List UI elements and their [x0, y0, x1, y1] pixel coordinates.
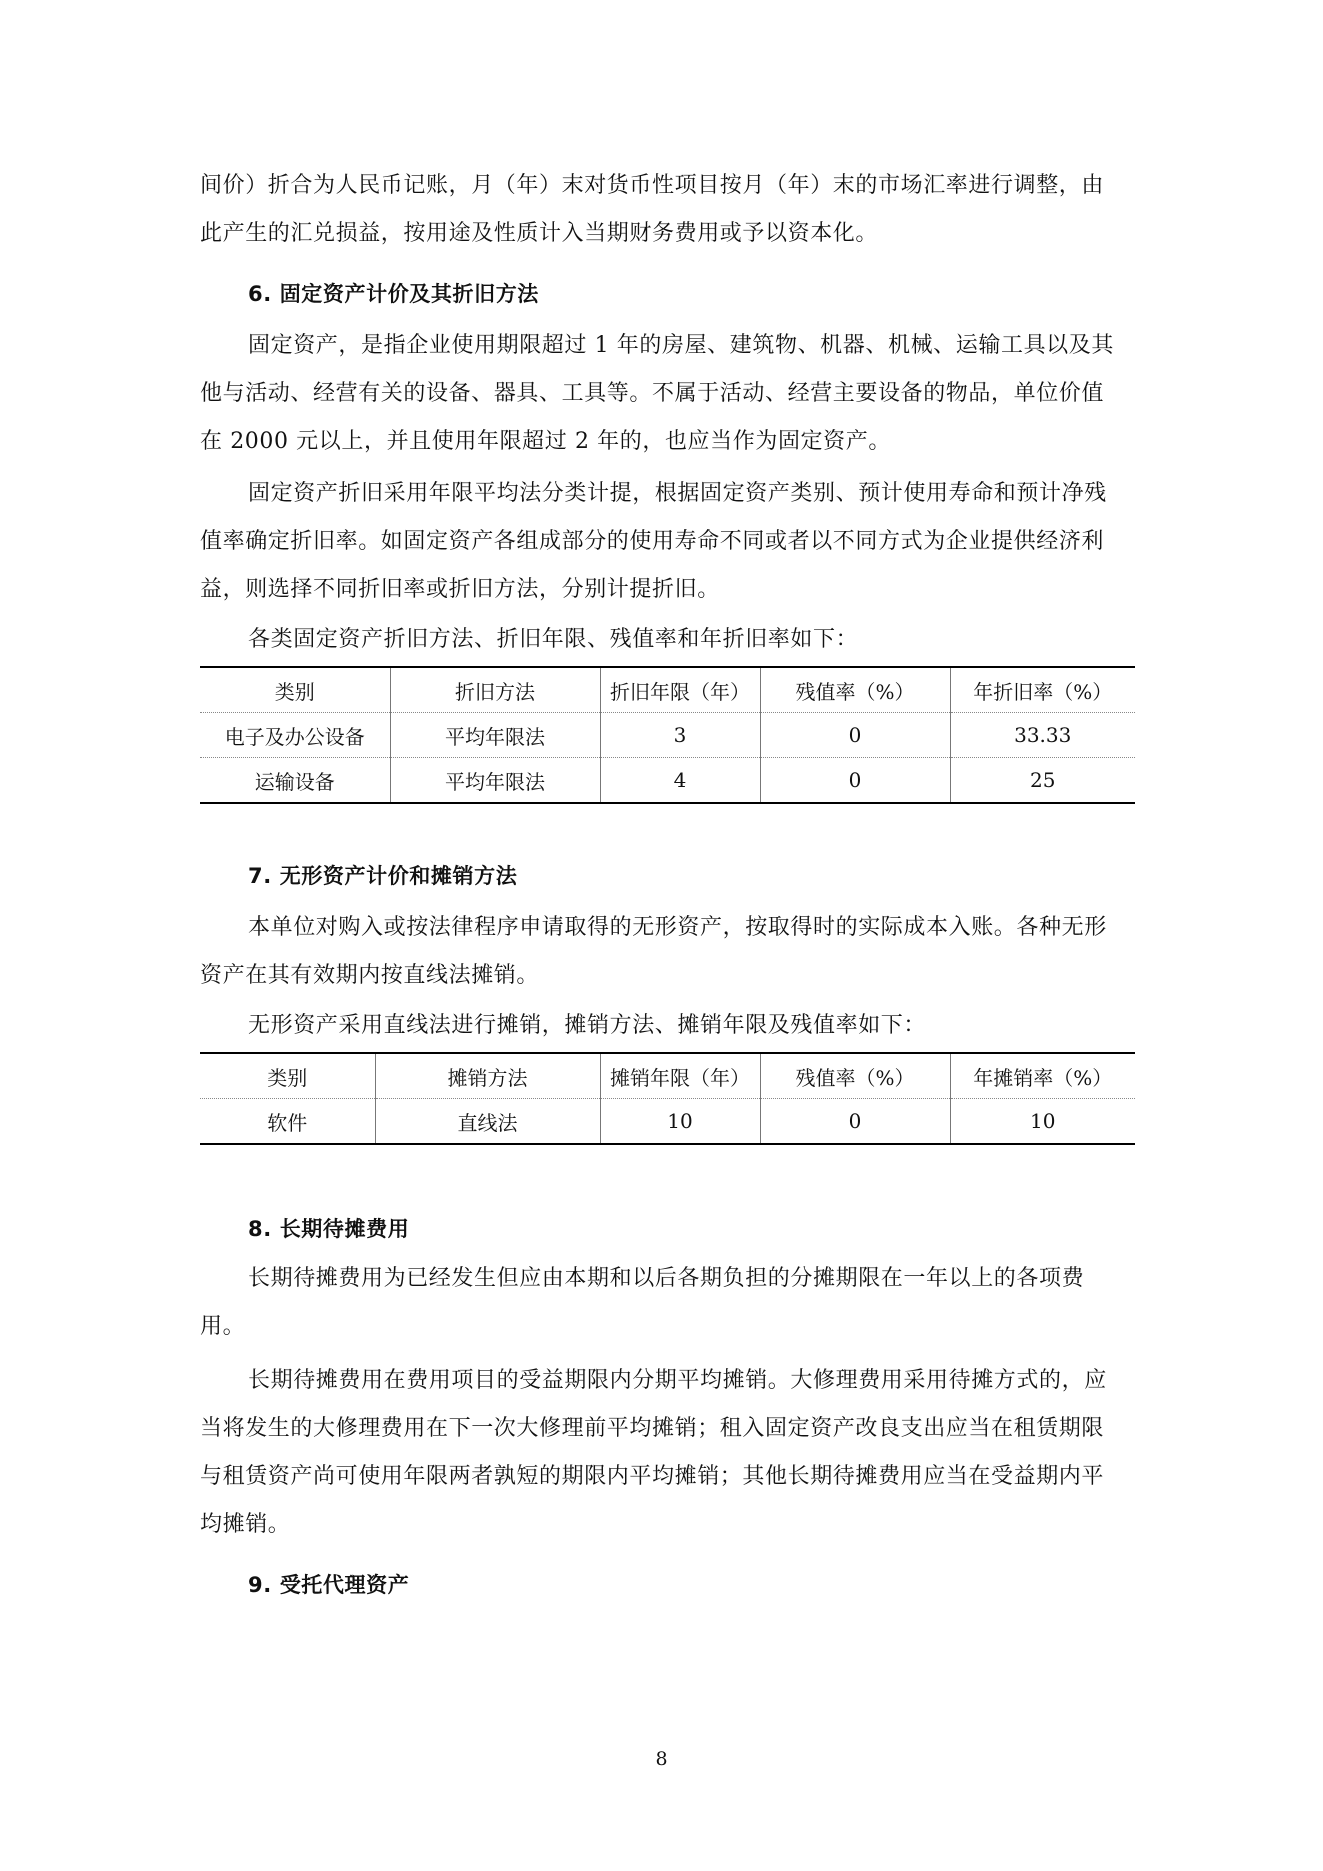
table-header-cell: 年折旧率（%）	[950, 667, 1135, 713]
table-row	[200, 713, 1135, 758]
text-line: 均摊销。	[200, 1512, 291, 1537]
table-cell: 4	[600, 758, 760, 804]
section-8-heading: 8. 长期待摊费用	[248, 1217, 410, 1241]
table-cell: 直线法	[375, 1099, 600, 1145]
table-header-cell: 折旧方法	[390, 667, 600, 713]
text-line: 固定资产折旧采用年限平均法分类计提，根据固定资产类别、预计使用寿命和预计净残	[248, 481, 1107, 506]
section-6-paragraph-2	[200, 470, 1135, 614]
text-line: 用。	[200, 1314, 246, 1339]
table-header-cell: 摊销年限（年）	[600, 1053, 760, 1099]
table-header-cell: 残值率（%）	[760, 667, 950, 713]
table-cell: 0	[760, 758, 950, 804]
table-cell: 平均年限法	[390, 713, 600, 758]
section-6-table-intro: 各类固定资产折旧方法、折旧年限、残值率和年折旧率如下：	[248, 627, 859, 652]
page-content	[200, 0, 1135, 1609]
section-7-heading: 7. 无形资产计价和摊销方法	[248, 864, 518, 888]
table-header-cell: 残值率（%）	[760, 1053, 950, 1099]
section-8-paragraph-2	[200, 1357, 1135, 1549]
section-6-paragraph-1	[200, 322, 1135, 466]
intro-paragraph	[200, 162, 1135, 258]
text-line: 间价）折合为人民币记账，月（年）末对货币性项目按月（年）末的市场汇率进行调整，由	[200, 173, 1105, 198]
text-line: 固定资产，是指企业使用期限超过 1 年的房屋、建筑物、机器、机械、运输工具以及其	[248, 333, 1114, 358]
table-header-cell: 年摊销率（%）	[950, 1053, 1135, 1099]
text-line: 此产生的汇兑损益，按用途及性质计入当期财务费用或予以资本化。	[200, 221, 879, 246]
text-line: 与租赁资产尚可使用年限两者孰短的期限内平均摊销；其他长期待摊费用应当在受益期内平	[200, 1464, 1105, 1489]
text-line: 本单位对购入或按法律程序申请取得的无形资产，按取得时的实际成本入账。各种无形	[248, 915, 1107, 940]
section-9-heading: 9. 受托代理资产	[248, 1573, 410, 1597]
table-header-cell: 类别	[200, 1053, 375, 1099]
text-line: 益，则选择不同折旧率或折旧方法，分别计提折旧。	[200, 577, 720, 602]
text-line: 在 2000 元以上，并且使用年限超过 2 年的，也应当作为固定资产。	[200, 429, 891, 454]
amortization-table	[200, 1052, 1135, 1145]
table-header-row	[200, 667, 1135, 713]
table-cell: 0	[760, 713, 950, 758]
section-7-table-intro: 无形资产采用直线法进行摊销，摊销方法、摊销年限及残值率如下：	[248, 1013, 927, 1038]
table-cell: 运输设备	[254, 769, 335, 794]
table-cell: 10	[950, 1099, 1135, 1145]
table-cell: 10	[600, 1099, 760, 1145]
table-row	[200, 1099, 1135, 1145]
table-row	[200, 758, 1135, 804]
table-header-cell: 折旧年限（年）	[600, 667, 760, 713]
table-header-row	[200, 1053, 1135, 1099]
text-line: 值率确定折旧率。如固定资产各组成部分的使用寿命不同或者以不同方式为企业提供经济利	[200, 529, 1105, 554]
table-cell: 33.33	[950, 713, 1135, 758]
text-line: 他与活动、经营有关的设备、器具、工具等。不属于活动、经营主要设备的物品，单位价值	[200, 381, 1105, 406]
text-line: 当将发生的大修理费用在下一次大修理前平均摊销；租入固定资产改良支出应当在租赁期限	[200, 1416, 1105, 1441]
text-line: 资产在其有效期内按直线法摊销。	[200, 963, 540, 988]
page-number: 8	[655, 1748, 668, 1770]
table-cell: 平均年限法	[390, 758, 600, 804]
table-header-cell: 摊销方法	[375, 1053, 600, 1099]
depreciation-table	[200, 666, 1135, 804]
table-header-cell: 类别	[200, 667, 390, 713]
section-7-paragraph-1	[200, 904, 1135, 1000]
text-line: 长期待摊费用为已经发生但应由本期和以后各期负担的分摊期限在一年以上的各项费	[248, 1266, 1085, 1291]
table-cell: 0	[760, 1099, 950, 1145]
text-line: 长期待摊费用在费用项目的受益期限内分期平均摊销。大修理费用采用待摊方式的，应	[248, 1368, 1107, 1393]
table-cell: 电子及办公设备	[200, 713, 390, 758]
table-cell: 软件	[267, 1110, 308, 1135]
section-8-paragraph-1	[200, 1255, 1135, 1351]
table-cell: 3	[600, 713, 760, 758]
table-cell: 25	[950, 758, 1135, 804]
section-6-heading: 6. 固定资产计价及其折旧方法	[248, 282, 539, 306]
